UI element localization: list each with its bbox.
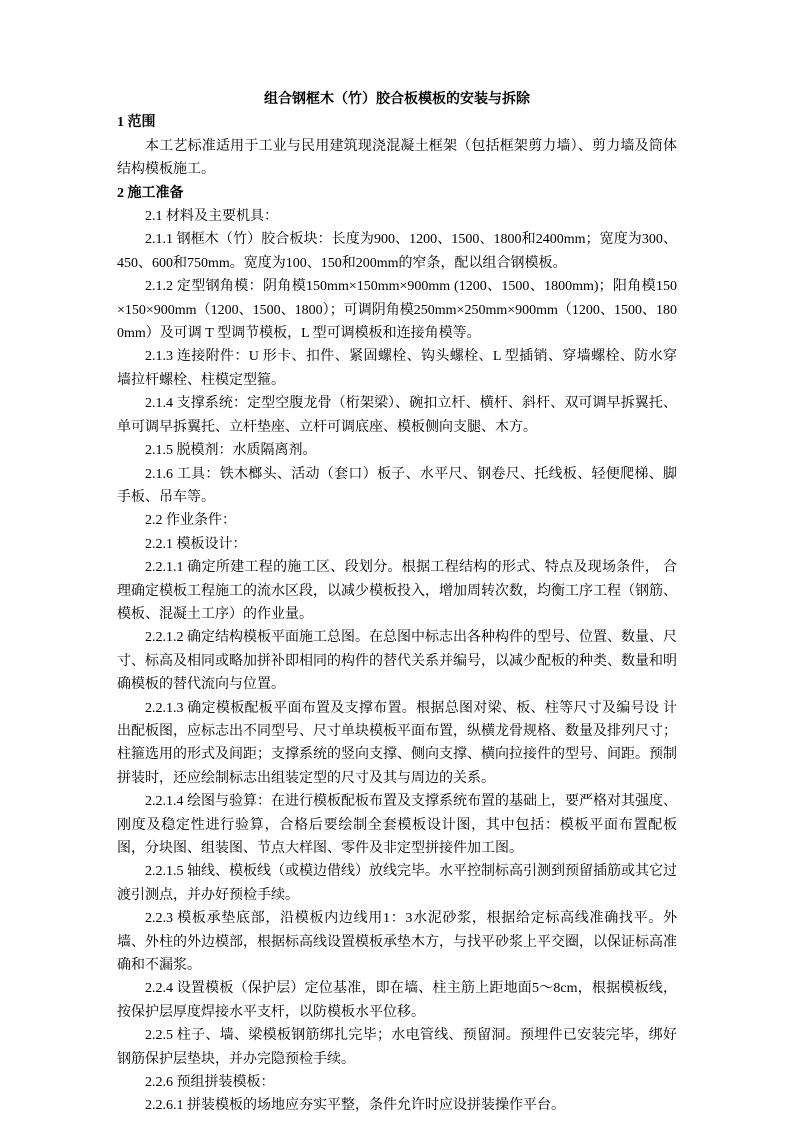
paragraph: 2.1.6 工具：铁木榔头、活动（套口）板子、水平尺、钢卷尺、托线板、轻便爬梯、脚手板、吊车等。	[117, 466, 677, 505]
paragraph: 2.2.1.3 确定模板配板平面布置及支撑布置。根据总图对梁、板、柱等尺寸及编号设 计出配板图，应标志出不同型号、尺寸单块模板平面布置，纵横龙骨规格、数量及排列尺寸；柱箍选用的形式及间距；支撑系统的竖向支撑、侧向支撑、横向拉接件的型号、间距。预制拼装时，还应绘制标志出组装定型的尺寸及其与周边的关系。	[117, 700, 677, 786]
paragraph: 2.2.6.1 拼装模板的场地应夯实平整，条件允许时应设拼装操作平台。	[145, 1098, 565, 1114]
paragraph: 2.2.1.2 确定结构模板平面施工总图。在总图中标志出各种构件的型号、位置、数量、尺寸、标高及相同或略加拼补即相同的构件的替代关系并编号，以减少配板的种类、数量和明确模板的替代流向与位置。	[117, 630, 677, 693]
paragraph: 2.1 材料及主要机具：	[145, 209, 278, 225]
paragraph: 2.2.4 设置模板（保护层）定位基准，即在墙、柱主筋上距地面5～8cm，根据模板线，按保护层厚度焊接水平支杆，以防模板水平位移。	[117, 981, 677, 1020]
paragraph: 2.2.1.5 轴线、模板线（或模边借线）放线完毕。水平控制标高引测到预留插筋或其它过渡引测点，并办好预检手续。	[117, 864, 677, 903]
paragraph: 2.1.4 支撑系统：定型空腹龙骨（桁架梁）、碗扣立杆、横杆、斜杆、双可调早拆翼托、单可调早拆翼托、立杆垫座、立杆可调底座、模板侧向支腿、木方。	[117, 396, 677, 435]
document-title: 组合钢框木（竹）胶合板模板的安装与拆除	[264, 92, 530, 107]
paragraph: 2.2.5 柱子、墙、梁模板钢筋绑扎完毕；水电管线、预留洞。预埋件已安装完毕，绑好钢筋保护层垫块，并办完隐预检手续。	[117, 1028, 677, 1067]
paragraph: 2.1.5 脱模剂：水质隔离剂。	[145, 443, 317, 459]
paragraph: 2.2.1 模板设计：	[145, 536, 247, 552]
section-heading: 2 施工准备	[117, 185, 184, 201]
paragraph: 2.2.1.1 确定所建工程的施工区、段划分。根据工程结构的形式、特点及现场条件， 合理确定模板工程施工的流水区段，以减少模板投入，增加周转次数，均衡工序工程（钢筋、模板、混凝土工序）的作业量。	[117, 560, 677, 622]
paragraph: 2.2.6 预组拼装模板：	[145, 1075, 275, 1091]
paragraph: 2.2.3 模板承垫底部，沿模板内边线用1：3水泥砂浆，根据给定标高线准确找平。外墙、外柱的外边模部，根据标高线设置模板承垫木方，与找平砂浆上平交圈，以保证标高准 确和不漏浆。	[117, 911, 677, 974]
section-heading: 1 范围	[117, 115, 156, 131]
document-body	[117, 111, 677, 1117]
paragraph: 2.2 作业条件：	[145, 513, 236, 529]
paragraph: 2.1.3 连接附件：U 形卡、扣件、紧固螺栓、钩头螺栓、L 型插销、穿墙螺栓、防水穿墙拉杆螺栓、柱模定型箍。	[117, 349, 677, 388]
paragraph: 2.1.1 钢框木（竹）胶合板块：长度为900、1200、1500、1800和2400mm；宽度为300、450、600和750mm。宽度为100、150和200mm的窄条，配以组合钢模板。	[117, 232, 677, 271]
paragraph: 2.1.2 定型钢角模：阴角模150mm×150mm×900mm (1200、1500、1800mm)；阳角模150×150×900mm（1200、1500、1800）；可调阴角模250mm×250mm×900mm（1200、1500、1800mm）及可调 T 型调节模板，L 型可调模板和连接角模等。	[117, 279, 677, 342]
paragraph: 2.2.1.4 绘图与验算：在进行模板配板布置及支撑系统布置的基础上，要严格对其强度、刚度及稳定性进行验算，合格后要绘制全套模板设计图，其中包括：模板平面布置配板 图，分块图、组装图、节点大样图、零件及非定型拼接件加工图。	[117, 794, 677, 856]
paragraph: 本工艺标准适用于工业与民用建筑现浇混凝土框架（包括框架剪力墙）、剪力墙及筒体结构模板施工。	[117, 138, 677, 178]
